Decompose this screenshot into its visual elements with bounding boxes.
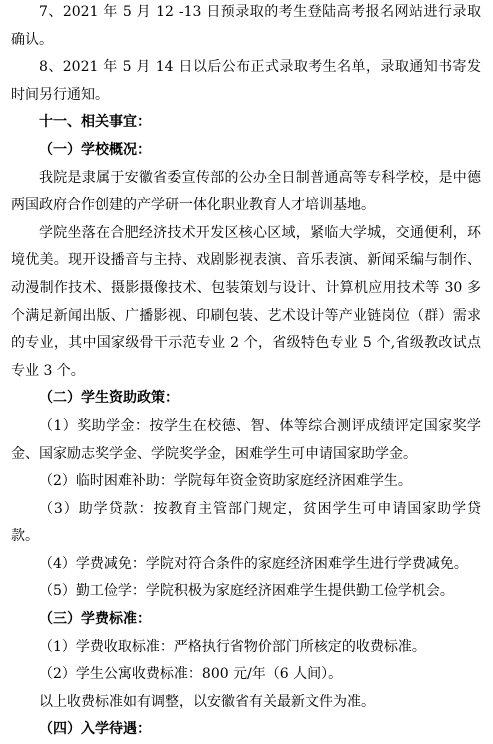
section-heading-related-matters: 十一、相关事宜： (39, 114, 151, 131)
paragraph-tuition-standard: （1）学费收取标准：严格执行省物价部门所核定的收费标准。 (39, 638, 426, 655)
paragraph-aid-temporary-subsidy: （2）临时困难补助：学院每年资金资助家庭经济困难学生。 (39, 473, 412, 490)
subheading-school-overview: （一）学校概况： (39, 141, 151, 158)
subheading-tuition-standards: （三）学费标准： (39, 611, 151, 628)
paragraph-aid-scholarship: （1）奖助学金：按学生在校德、智、体等综合测评成绩评定国家奖学金、国家励志奖学金、学院奖学金，困难学生可申请国家助学金。 (11, 417, 481, 462)
paragraph-aid-work-study: （5）勤工俭学：学院积极为家庭经济困难学生提供勤工俭学机会。 (39, 583, 454, 600)
paragraph-item-8: 8、2021 年 5 月 14 日以后公布正式录取考生名单，录取通知书寄发时间另行通知。 (11, 59, 481, 103)
paragraph-aid-tuition-reduction: （4）学费减免：学院对符合条件的家庭经济困难学生进行学费减免。 (39, 555, 468, 572)
paragraph-item-7: 7、2021 年 5 月 12 -13 日预录取的考生登陆高考报名网站进行录取确认。 (11, 4, 481, 48)
paragraph-dormitory-fee: （2）学生公寓收费标准：800 元/年（6 人间）。 (39, 666, 343, 683)
paragraph-fee-adjustment-note: 以上收费标准如有调整，以安徽省有关最新文件为准。 (39, 693, 375, 710)
paragraph-aid-student-loan: （3）助学贷款：按教育主管部门规定，贫困学生可申请国家助学贷款。 (11, 500, 481, 545)
subheading-enrollment-benefits: （四）入学待遇： (39, 721, 151, 738)
subheading-student-aid: （二）学生资助政策： (39, 390, 179, 407)
paragraph-school-location-majors: 学院坐落在合肥经济技术开发区核心区域，紧临大学城，交通便利，环境优美。现开设播音与主持、戏剧影视表演、音乐表演、新闻采编与制作、动漫制作技术、摄影摄像技术、包装策划与设计、计算机应用技术等 30 多个满足新闻出版、广播影视、印刷包装、艺术设计等产业链岗位（群）需求的专业，其中国家级骨干示范专业 2 个，省级特色专业 5 个,省级教改试点专业 3 个。 (11, 224, 481, 379)
paragraph-school-affiliation: 我院是隶属于安徽省委宣传部的公办全日制普通高等专科学校，是中德两国政府合作创建的产学研一体化职业教育人才培训基地。 (11, 169, 481, 214)
